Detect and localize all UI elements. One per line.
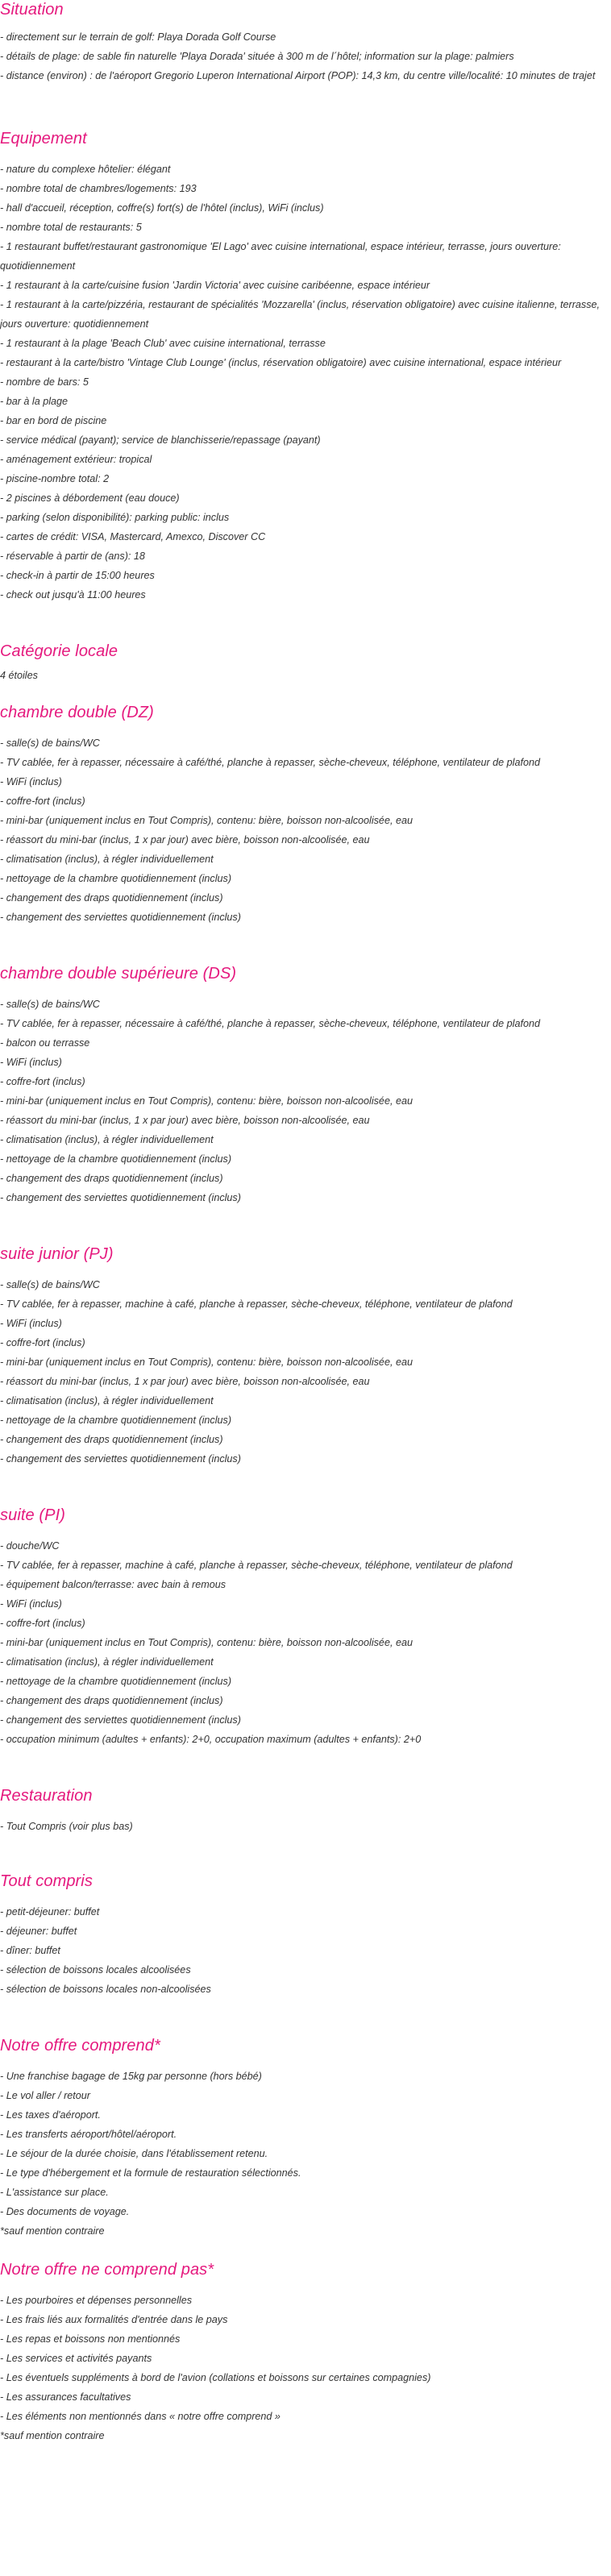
list-item: - WiFi (inclus)	[0, 776, 62, 787]
list-item: - 1 restaurant à la plage 'Beach Club' avec cuisine international, terrasse	[0, 338, 326, 349]
list-item: - 1 restaurant buffet/restaurant gastronomique 'El Lago' avec cuisine international, espace intérieur, terrasse, jours ouverture: quotidiennement	[0, 241, 561, 272]
list-item: - douche/WC	[0, 1540, 60, 1552]
section-chambre-double-superieure	[0, 964, 611, 1207]
list-item: - nettoyage de la chambre quotidiennement (inclus)	[0, 873, 232, 884]
section-suite	[0, 1506, 611, 1749]
section-title: Restauration	[0, 1787, 93, 1805]
list-item: - mini-bar (uniquement inclus en Tout Compris), contenu: bière, boisson non-alcoolisée, eau	[0, 1637, 413, 1648]
list-item: - occupation minimum (adultes + enfants): 2+0, occupation maximum (adultes + enfants): 2+0	[0, 1734, 422, 1745]
section-lines	[0, 1275, 611, 1469]
list-item: - Le séjour de la durée choisie, dans l'établissement retenu.	[0, 2148, 268, 2159]
list-item: - coffre-fort (inclus)	[0, 1337, 85, 1348]
list-item: - coffre-fort (inclus)	[0, 1618, 85, 1629]
section-lines	[0, 995, 611, 1207]
list-item: - mini-bar (uniquement inclus en Tout Compris), contenu: bière, boisson non-alcoolisée, eau	[0, 1095, 413, 1107]
section-lines	[0, 1902, 611, 1999]
list-item: - sélection de boissons locales non-alcoolisées	[0, 1984, 211, 1995]
list-item: - Les services et activités payants	[0, 2353, 152, 2364]
section-tout-compris	[0, 1872, 611, 1999]
list-item: - Tout Compris (voir plus bas)	[0, 1821, 133, 1832]
section-restauration	[0, 1786, 611, 1836]
list-item: - Les éventuels suppléments à bord de l'avion (collations et boissons sur certaines compagnies)	[0, 2372, 431, 2383]
section-title: chambre double supérieure (DS)	[0, 965, 237, 983]
list-item: 4 étoiles	[0, 670, 38, 681]
section-categorie-locale	[0, 642, 611, 685]
section-lines	[0, 2067, 611, 2241]
list-item: *sauf mention contraire	[0, 2430, 105, 2441]
list-item: - cartes de crédit: VISA, Mastercard, Amexco, Discover CC	[0, 531, 266, 542]
list-item: - WiFi (inclus)	[0, 1318, 62, 1329]
list-item: - hall d'accueil, réception, coffre(s) fort(s) de l'hôtel (inclus), WiFi (inclus)	[0, 202, 324, 214]
list-item: - bar en bord de piscine	[0, 415, 107, 426]
list-item: - petit-déjeuner: buffet	[0, 1906, 100, 1917]
list-item: - 1 restaurant à la carte/pizzéria, restaurant de spécialités 'Mozzarella' (inclus, réservation obligatoire) avec cuisine italienne, terrasse, jours ouverture: quotidiennement	[0, 299, 600, 330]
list-item: - aménagement extérieur: tropical	[0, 454, 152, 465]
list-item: - piscine-nombre total: 2	[0, 473, 110, 484]
list-item: - TV cablée, fer à repasser, nécessaire à café/thé, planche à repasser, sèche-cheveux, téléphone, ventilateur de plafond	[0, 1018, 540, 1029]
list-item: - Les repas et boissons non mentionnés	[0, 2333, 181, 2345]
section-title: Tout compris	[0, 1872, 93, 1890]
list-item: - Les pourboires et dépenses personnelles	[0, 2295, 193, 2306]
section-equipement	[0, 129, 611, 605]
list-item: - balcon ou terrasse	[0, 1037, 90, 1049]
section-situation	[0, 0, 611, 85]
list-item: - changement des serviettes quotidiennement (inclus)	[0, 1453, 241, 1465]
list-item: - check-in à partir de 15:00 heures	[0, 570, 155, 581]
list-item: - directement sur le terrain de golf: Playa Dorada Golf Course	[0, 31, 276, 43]
list-item: - réservable à partir de (ans): 18	[0, 551, 145, 562]
list-item: - climatisation (inclus), à régler individuellement	[0, 1656, 214, 1668]
list-item: - Une franchise bagage de 15kg par personne (hors bébé)	[0, 2071, 262, 2082]
section-title: suite junior (PJ)	[0, 1245, 114, 1263]
list-item: - équipement balcon/terrasse: avec bain à remous	[0, 1579, 227, 1590]
list-item: - Le type d'hébergement et la formule de restauration sélectionnés.	[0, 2167, 301, 2179]
list-item: - salle(s) de bains/WC	[0, 999, 100, 1010]
list-item: - Les taxes d'aéroport.	[0, 2109, 101, 2121]
list-item: - parking (selon disponibilité): parking public: inclus	[0, 512, 230, 523]
list-item: - service médical (payant); service de blanchisserie/repassage (payant)	[0, 434, 321, 446]
list-item: - climatisation (inclus), à régler individuellement	[0, 1134, 214, 1145]
list-item: - nettoyage de la chambre quotidiennement (inclus)	[0, 1153, 232, 1165]
list-item: - Des documents de voyage.	[0, 2206, 130, 2217]
list-item: - Les transferts aéroport/hôtel/aéroport.	[0, 2129, 177, 2140]
list-item: - climatisation (inclus), à régler individuellement	[0, 1395, 214, 1406]
list-item: - 1 restaurant à la carte/cuisine fusion 'Jardin Victoria' avec cuisine caribéenne, espace intérieur	[0, 280, 430, 291]
list-item: - nettoyage de la chambre quotidiennement (inclus)	[0, 1415, 232, 1426]
list-item: - salle(s) de bains/WC	[0, 737, 100, 749]
list-item: - L'assistance sur place.	[0, 2187, 109, 2198]
list-item: - dîner: buffet	[0, 1945, 60, 1956]
section-title: Catégorie locale	[0, 642, 118, 660]
list-item: - changement des serviettes quotidiennement (inclus)	[0, 912, 241, 923]
list-item: - réassort du mini-bar (inclus, 1 x par jour) avec bière, boisson non-alcoolisée, eau	[0, 834, 370, 846]
section-lines	[0, 1817, 611, 1836]
list-item: - changement des draps quotidiennement (inclus)	[0, 1173, 223, 1184]
list-item: - changement des draps quotidiennement (inclus)	[0, 892, 223, 904]
list-item: - mini-bar (uniquement inclus en Tout Compris), contenu: bière, boisson non-alcoolisée, eau	[0, 1357, 413, 1368]
list-item: - TV cablée, fer à repasser, machine à café, planche à repasser, sèche-cheveux, téléphone, ventilateur de plafond	[0, 1560, 513, 1571]
list-item: - coffre-fort (inclus)	[0, 1076, 85, 1087]
list-item: - check out jusqu'à 11:00 heures	[0, 589, 146, 600]
section-title: suite (PI)	[0, 1506, 66, 1524]
section-chambre-double	[0, 703, 611, 927]
list-item: - mini-bar (uniquement inclus en Tout Compris), contenu: bière, boisson non-alcoolisée, eau	[0, 815, 413, 826]
list-item: - nombre total de restaurants: 5	[0, 222, 142, 233]
list-item: - restaurant à la carte/bistro 'Vintage Club Lounge' (inclus, réservation obligatoire) avec cuisine international, espace intérieur	[0, 357, 562, 368]
section-lines	[0, 1536, 611, 1749]
list-item: - TV cablée, fer à repasser, machine à café, planche à repasser, sèche-cheveux, téléphone, ventilateur de plafond	[0, 1298, 513, 1310]
section-lines	[0, 2291, 611, 2445]
list-item: - sélection de boissons locales alcoolisées	[0, 1964, 191, 1976]
section-offre-ne-comprend-pas	[0, 2260, 611, 2445]
section-title: chambre double (DZ)	[0, 704, 154, 721]
list-item: - nombre de bars: 5	[0, 376, 89, 388]
list-item: - détails de plage: de sable fin naturelle 'Playa Dorada' située à 300 m de l´hôtel; information sur la plage: palmiers	[0, 51, 514, 62]
list-item: - nettoyage de la chambre quotidiennement (inclus)	[0, 1676, 232, 1687]
section-title: Notre offre comprend*	[0, 2037, 160, 2055]
list-item: - réassort du mini-bar (inclus, 1 x par jour) avec bière, boisson non-alcoolisée, eau	[0, 1376, 370, 1387]
list-item: - salle(s) de bains/WC	[0, 1279, 100, 1290]
list-item: - changement des serviettes quotidiennement (inclus)	[0, 1714, 241, 1726]
list-item: - changement des draps quotidiennement (inclus)	[0, 1695, 223, 1706]
section-title: Equipement	[0, 130, 87, 147]
list-item: - climatisation (inclus), à régler individuellement	[0, 854, 214, 865]
list-item: - changement des draps quotidiennement (inclus)	[0, 1434, 223, 1445]
section-lines	[0, 160, 611, 605]
list-item: - TV cablée, fer à repasser, nécessaire à café/thé, planche à repasser, sèche-cheveux, téléphone, ventilateur de plafond	[0, 757, 540, 768]
list-item: - distance (environ) : de l'aéroport Gregorio Luperon International Airport (POP): 14,3 km, du centre ville/localité: 10 minutes de trajet	[0, 70, 596, 81]
list-item: - 2 piscines à débordement (eau douce)	[0, 492, 180, 504]
list-item: - déjeuner: buffet	[0, 1926, 77, 1937]
list-item: - WiFi (inclus)	[0, 1598, 62, 1610]
list-item: - Le vol aller / retour	[0, 2090, 90, 2101]
section-offre-comprend	[0, 2036, 611, 2241]
list-item: - réassort du mini-bar (inclus, 1 x par jour) avec bière, boisson non-alcoolisée, eau	[0, 1115, 370, 1126]
section-lines	[0, 666, 611, 685]
list-item: - nature du complexe hôtelier: élégant	[0, 164, 171, 175]
section-lines	[0, 27, 611, 85]
section-lines	[0, 733, 611, 927]
list-item: - Les frais liés aux formalités d'entrée dans le pays	[0, 2314, 228, 2325]
section-title: Situation	[0, 1, 64, 19]
list-item: - WiFi (inclus)	[0, 1057, 62, 1068]
list-item: - Les éléments non mentionnés dans « notre offre comprend »	[0, 2411, 281, 2422]
list-item: - Les assurances facultatives	[0, 2391, 131, 2403]
section-suite-junior	[0, 1244, 611, 1469]
list-item: - nombre total de chambres/logements: 193	[0, 183, 197, 194]
list-item: - bar à la plage	[0, 396, 69, 407]
list-item: - coffre-fort (inclus)	[0, 796, 85, 807]
section-title: Notre offre ne comprend pas*	[0, 2261, 214, 2279]
list-item: - changement des serviettes quotidiennement (inclus)	[0, 1192, 241, 1203]
list-item: *sauf mention contraire	[0, 2225, 105, 2237]
